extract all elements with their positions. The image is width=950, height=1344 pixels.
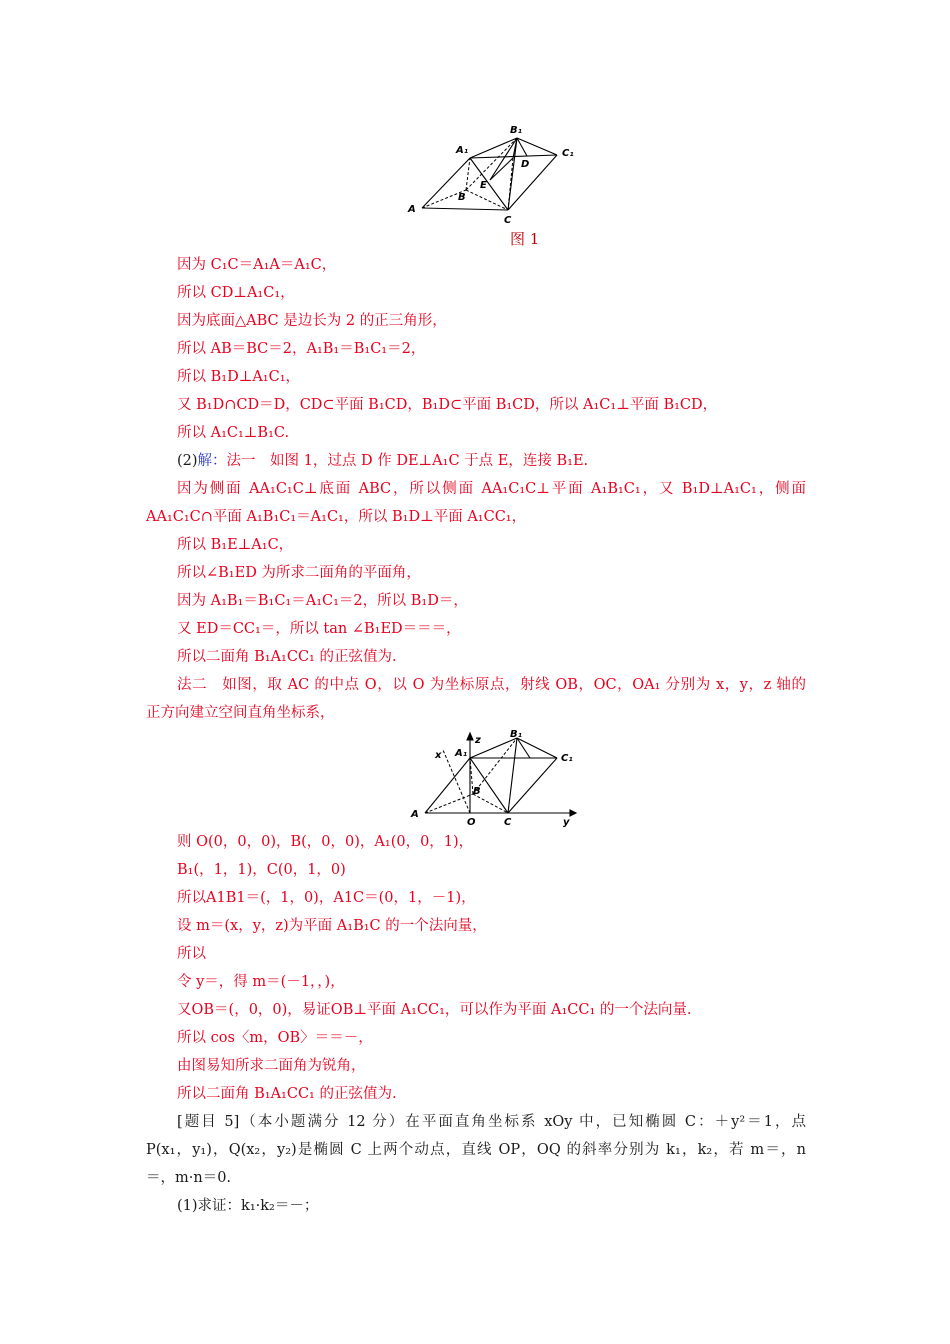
text-line: 令 y＝，得 m＝(－1，，)， bbox=[177, 974, 345, 990]
text-line: 又 B₁D∩CD＝D，CD⊂平面 B₁CD，B₁D⊂平面 B₁CD，所以 A₁C₁⊥平面 B₁CD， bbox=[177, 397, 718, 413]
part-2-text: 法一 如图 1，过点 D 作 DE⊥A₁C 于点 E，连接 B₁E. bbox=[226, 453, 589, 469]
label-A: A bbox=[411, 809, 419, 820]
label-O: O bbox=[467, 817, 476, 828]
label-C: C bbox=[504, 817, 512, 828]
label-y-axis: y bbox=[563, 817, 570, 828]
label-E: E bbox=[480, 180, 487, 191]
label-z-axis: z bbox=[475, 735, 481, 746]
text-line: 则 O(0，0，0)，B(，0，0)，A₁(0，0，1)， bbox=[177, 834, 474, 850]
text-line: B₁(，1，1)，C(0，1，0) bbox=[177, 862, 346, 878]
text-line: 所以 CD⊥A₁C₁， bbox=[177, 285, 295, 301]
text-line: 因为 C₁C＝A₁A＝A₁C， bbox=[177, 257, 337, 273]
problem-5-part-1: (1)求证：k₁·k₂＝－； bbox=[177, 1198, 319, 1214]
prism-diagram-1 bbox=[400, 120, 590, 225]
label-A1: A₁ bbox=[455, 748, 468, 759]
part-2-prefix: (2) bbox=[177, 453, 198, 469]
paragraph-2-line-1: 法二 如图，取 AC 的中点 O，以 O 为坐标原点，射线 OB，OC，OA₁ 分别为 x，y，z 轴的 bbox=[177, 677, 806, 693]
text-line: 因为底面△ABC 是边长为 2 的正三角形， bbox=[177, 313, 447, 329]
solve-label: 解： bbox=[197, 453, 227, 469]
text-line: 所以 B₁E⊥A₁C， bbox=[177, 537, 294, 553]
figure-2 bbox=[405, 728, 585, 828]
label-A1: A₁ bbox=[456, 145, 469, 156]
problem-5-line-2: P(x₁，y₁)，Q(x₂，y₂)是椭圆 C 上两个动点，直线 OP，OQ 的斜率分别为 k₁，k₂，若 m＝，n bbox=[146, 1142, 806, 1158]
text-line: 因为 A₁B₁＝B₁C₁＝A₁C₁＝2，所以 B₁D＝， bbox=[177, 593, 468, 609]
text-line: 设 m＝(x，y，z)为平面 A₁B₁C 的一个法向量， bbox=[177, 918, 487, 934]
text-line: 所以 bbox=[177, 946, 206, 962]
problem-5-line-1: [题目 5]（本小题满分 12 分）在平面直角坐标系 xOy 中，已知椭圆 C：＋y²＝1，点 bbox=[177, 1114, 806, 1130]
label-D: D bbox=[521, 159, 530, 170]
paragraph-1-line-2: AA₁C₁C∩平面 A₁B₁C₁＝A₁C₁，所以 B₁D⊥平面 A₁CC₁， bbox=[146, 509, 527, 525]
text-line: 所以A1B1＝(，1，0)，A1C＝(0，1，－1)， bbox=[177, 890, 476, 906]
text-line: 所以二面角 B₁A₁CC₁ 的正弦值为. bbox=[177, 649, 397, 665]
part-2-line bbox=[177, 451, 588, 471]
text-line: 由图易知所求二面角为锐角， bbox=[177, 1058, 366, 1074]
text-line: 又OB＝(，0，0)，易证OB⊥平面 A₁CC₁，可以作为平面 A₁CC₁ 的一个法向量. bbox=[177, 1002, 692, 1018]
figure-1 bbox=[400, 120, 590, 225]
label-B1: B₁ bbox=[510, 729, 523, 740]
label-C1: C₁ bbox=[561, 753, 573, 764]
label-C1: C₁ bbox=[562, 148, 574, 159]
label-x-axis: x bbox=[435, 750, 442, 761]
paragraph-2-line-2: 正方向建立空间直角坐标系， bbox=[146, 705, 335, 721]
text-line: 又 ED＝CC₁＝，所以 tan ∠B₁ED＝＝＝， bbox=[177, 621, 461, 637]
problem-5-line-3: ＝，m·n＝0. bbox=[146, 1170, 232, 1186]
paragraph-1-line-1: 因为侧面 AA₁C₁C⊥底面 ABC，所以侧面 AA₁C₁C⊥平面 A₁B₁C₁，又 B₁D⊥A₁C₁，侧面 bbox=[177, 481, 806, 497]
text-line: 所以二面角 B₁A₁CC₁ 的正弦值为. bbox=[177, 1086, 397, 1102]
figure-1-caption: 图 1 bbox=[510, 230, 540, 248]
prism-diagram-2 bbox=[405, 728, 585, 828]
text-line: 所以∠B₁ED 为所求二面角的平面角， bbox=[177, 565, 421, 581]
text-line: 所以 cos〈m，OB〉＝＝－， bbox=[177, 1030, 373, 1046]
label-B1: B₁ bbox=[510, 125, 523, 136]
label-C: C bbox=[504, 215, 512, 225]
text-line: 所以 A₁C₁⊥B₁C. bbox=[177, 425, 290, 441]
text-line: 所以 B₁D⊥A₁C₁， bbox=[177, 369, 301, 385]
label-A: A bbox=[408, 204, 416, 215]
label-B: B bbox=[458, 192, 466, 203]
text-line: 所以 AB＝BC＝2，A₁B₁＝B₁C₁＝2， bbox=[177, 341, 426, 357]
label-B: B bbox=[473, 786, 481, 797]
